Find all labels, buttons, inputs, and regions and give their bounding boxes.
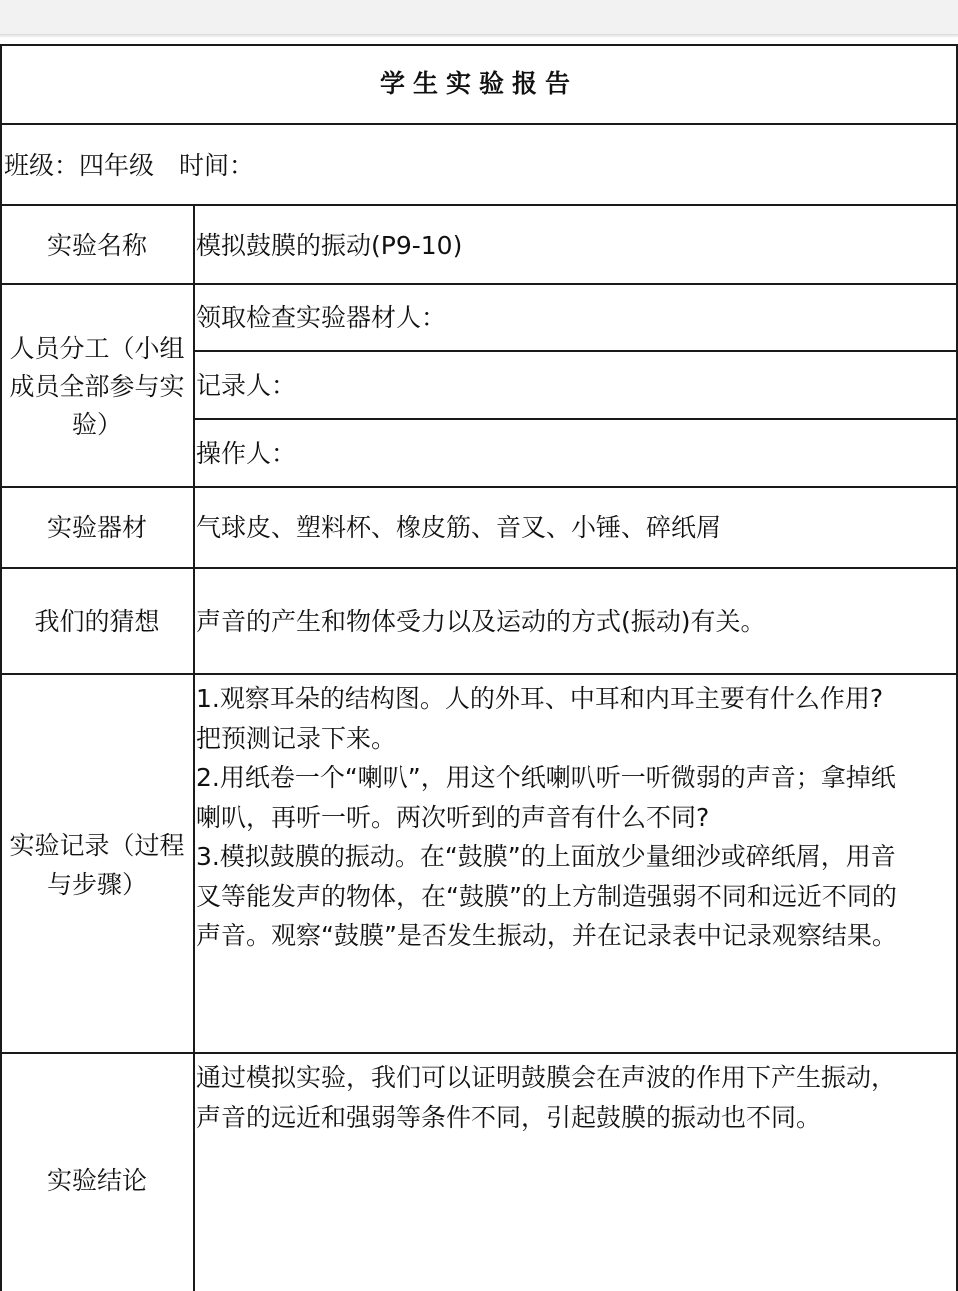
roles-label-line-1: 人员分工（小组	[9, 334, 185, 363]
role-operator: 操作人：	[196, 439, 297, 468]
roles-label-line-3: 验）	[71, 410, 122, 439]
materials-value: 气球皮、塑料杯、橡皮筋、音叉、小锤、碎纸屑	[196, 513, 722, 542]
record-line-3: 2.用纸卷一个“喇叭”，用这个纸喇叭听一听微弱的声音；拿掉纸	[196, 763, 896, 792]
role-equipment-keeper: 领取检查实验器材人：	[196, 303, 447, 332]
rule-role-2	[194, 418, 958, 420]
rule-roles-bottom	[0, 486, 958, 488]
record-label-line-2: 与步骤）	[46, 870, 147, 899]
record-line-5: 3.模拟鼓膜的振动。在“鼓膜”的上面放少量细沙或碎纸屑，用音	[196, 842, 896, 871]
conclusion-line-2: 声音的远近和强弱等条件不同，引起鼓膜的振动也不同。	[196, 1102, 822, 1132]
record-steps	[196, 679, 956, 956]
rule-name-bottom	[0, 283, 958, 285]
record-line-2: 把预测记录下来。	[196, 723, 397, 753]
record-line-6: 叉等能发声的物体，在“鼓膜”的上方制造强弱不同和远近不同的	[196, 881, 897, 911]
rule-class-bottom	[0, 204, 958, 206]
report-title: 学生实验报告	[379, 69, 578, 98]
role-recorder: 记录人：	[196, 371, 297, 400]
hypothesis-value: 声音的产生和物体受力以及运动的方式(振动)有关。	[196, 607, 766, 636]
rule-title-bottom	[0, 123, 958, 125]
hypothesis-label: 我们的猜想	[34, 607, 160, 636]
materials-label: 实验器材	[46, 513, 147, 542]
rule-record-bottom	[0, 1052, 958, 1054]
rule-materials-bottom	[0, 567, 958, 569]
experiment-name-label: 实验名称	[46, 231, 147, 260]
rule-hypothesis-bottom	[0, 673, 958, 675]
record-line-7: 声音。观察“鼓膜”是否发生振动，并在记录表中记录观察结果。	[196, 921, 897, 950]
conclusion-label: 实验结论	[46, 1166, 147, 1195]
record-label-line-1: 实验记录（过程	[9, 831, 185, 860]
conclusion-line-1: 通过模拟实验，我们可以证明鼓膜会在声波的作用下产生振动，	[196, 1063, 897, 1092]
roles-label-line-2: 成员全部参与实	[9, 372, 185, 401]
record-line-4: 喇叭，再听一听。两次听到的声音有什么不同?	[196, 802, 710, 832]
rule-column-divider	[193, 204, 195, 1291]
record-line-1: 1.观察耳朵的结构图。人的外耳、中耳和内耳主要有什么作用?	[196, 684, 884, 713]
rule-role-1	[194, 350, 958, 352]
experiment-name-value: 模拟鼓膜的振动(P9-10)	[196, 231, 463, 260]
class-time-row: 班级：四年级 时间：	[4, 151, 255, 180]
rule-top	[0, 44, 958, 46]
conclusion-text	[196, 1058, 956, 1137]
